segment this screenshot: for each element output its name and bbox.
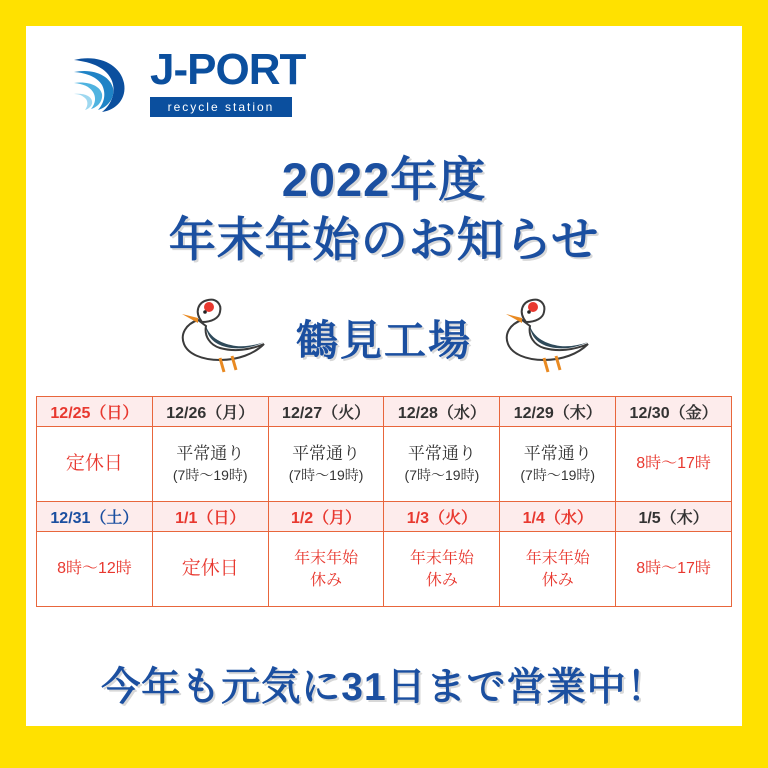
date-header: 12/30（金） xyxy=(616,397,732,427)
footer-message: 今年も元気に31日まで営業中！ xyxy=(101,666,667,709)
page-title-line2: 年末年始のお知らせ xyxy=(168,213,600,267)
schedule-cell xyxy=(384,427,500,502)
logo xyxy=(68,45,306,117)
logo-title: J-PORT xyxy=(150,45,306,94)
schedule-cell-main: 年末年始 xyxy=(294,549,359,567)
schedule-cell-main: 平常通り xyxy=(407,444,476,464)
schedule-cell-sub: 休み xyxy=(425,571,458,589)
schedule-cell-sub: 休み xyxy=(310,571,343,589)
date-header: 12/25（日） xyxy=(37,397,153,427)
date-header: 1/4（水） xyxy=(500,502,616,532)
schedule-cell xyxy=(268,532,384,607)
poster-inner xyxy=(26,26,742,726)
schedule-cell-main: 年末年始 xyxy=(525,549,590,567)
schedule-cell-main: 平常通り xyxy=(176,444,245,464)
schedule-cell: 定休日 xyxy=(152,532,268,607)
date-header: 1/2（月） xyxy=(268,502,384,532)
date-header: 12/26（月） xyxy=(152,397,268,427)
schedule-cell xyxy=(384,532,500,607)
schedule-cell-sub: (7時〜19時) xyxy=(288,467,364,484)
schedule-cell-main: 平常通り xyxy=(523,444,592,464)
date-header: 12/27（火） xyxy=(268,397,384,427)
schedule-cell xyxy=(152,427,268,502)
table-header-row xyxy=(37,502,732,532)
schedule-cell-main: 平常通り xyxy=(292,444,361,464)
schedule-cell xyxy=(500,532,616,607)
table-row xyxy=(37,532,732,607)
date-header: 1/1（日） xyxy=(152,502,268,532)
logo-subtitle: recycle station xyxy=(150,97,292,117)
schedule-cell: 8時〜17時 xyxy=(616,427,732,502)
factory-name: 鶴見工場 xyxy=(295,317,472,364)
date-header: 12/29（木） xyxy=(500,397,616,427)
schedule-cell-sub: 休み xyxy=(541,571,574,589)
factory-heading xyxy=(26,294,742,382)
schedule-cell: 8時〜12時 xyxy=(37,532,153,607)
schedule-cell-sub: (7時〜19時) xyxy=(404,467,480,484)
date-header: 12/31（土） xyxy=(37,502,153,532)
schedule-cell xyxy=(268,427,384,502)
table-header-row xyxy=(37,397,732,427)
crane-bird-icon xyxy=(174,294,270,382)
date-header: 1/5（木） xyxy=(616,502,732,532)
schedule-cell: 8時〜17時 xyxy=(616,532,732,607)
schedule-table xyxy=(36,396,732,607)
date-header: 1/3（火） xyxy=(384,502,500,532)
schedule-cell: 定休日 xyxy=(37,427,153,502)
page-title xyxy=(26,150,742,270)
schedule-cell-sub: (7時〜19時) xyxy=(172,467,248,484)
schedule-cell xyxy=(500,427,616,502)
schedule-cell-main: 年末年始 xyxy=(409,549,474,567)
table-row xyxy=(37,427,732,502)
date-header: 12/28（水） xyxy=(384,397,500,427)
page-title-line1: 2022年度 xyxy=(281,153,487,206)
crane-bird-icon xyxy=(498,294,594,382)
wave-swirl-icon xyxy=(68,50,142,116)
logo-text xyxy=(150,45,306,117)
schedule-cell-sub: (7時〜19時) xyxy=(520,467,596,484)
